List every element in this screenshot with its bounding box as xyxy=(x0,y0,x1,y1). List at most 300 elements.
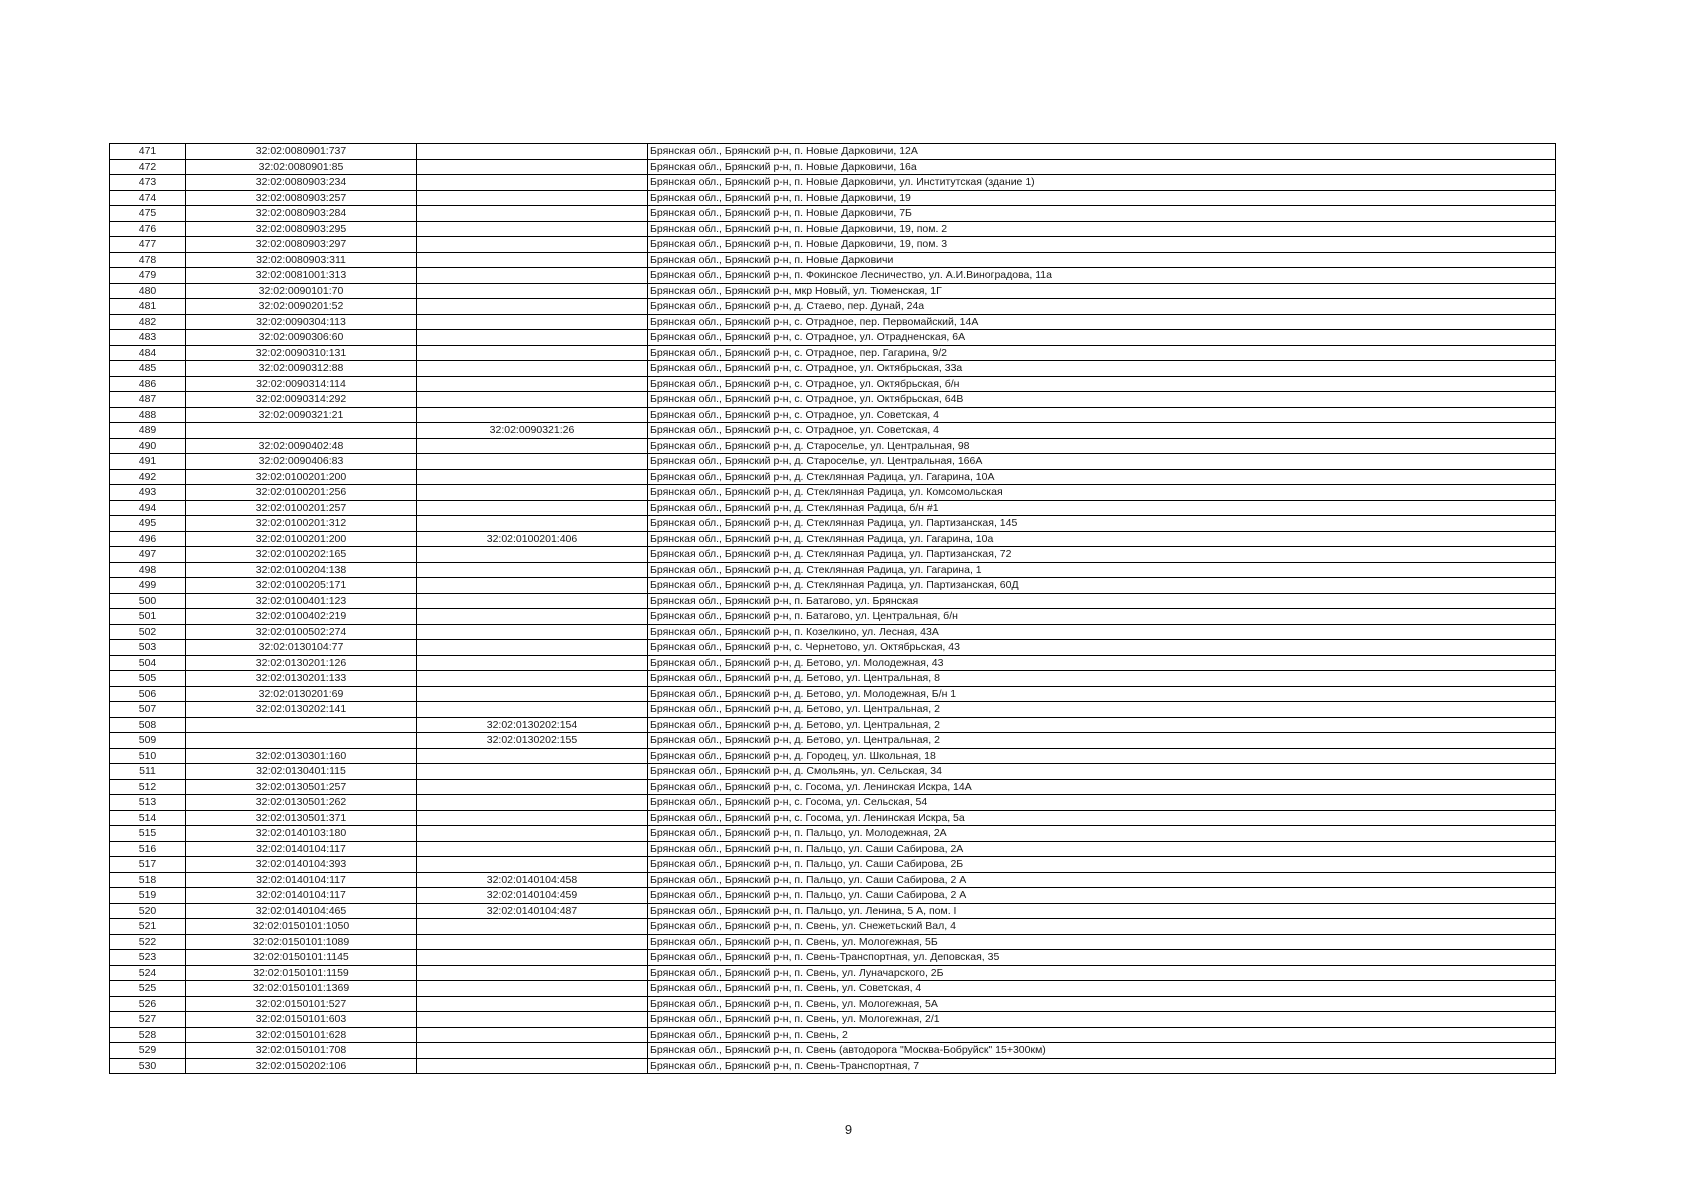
cadastral-number-cell: 32:02:0100204:138 xyxy=(186,562,417,578)
table-row xyxy=(110,299,1556,315)
row-number-cell: 486 xyxy=(110,376,186,392)
row-number-cell: 493 xyxy=(110,485,186,501)
linked-cadastral-number-cell xyxy=(417,206,648,222)
property-table xyxy=(109,143,1556,1074)
linked-cadastral-number-cell xyxy=(417,702,648,718)
row-number-cell: 502 xyxy=(110,624,186,640)
address-cell: Брянская обл., Брянский р-н, д. Стеклянная Радица, ул. Гагарина, 1 xyxy=(648,562,1556,578)
cadastral-number-cell: 32:02:0150101:1145 xyxy=(186,950,417,966)
cadastral-number-cell: 32:02:0100401:123 xyxy=(186,593,417,609)
address-cell: Брянская обл., Брянский р-н, п. Батагово, ул. Брянская xyxy=(648,593,1556,609)
address-cell: Брянская обл., Брянский р-н, д. Стаево, пер. Дунай, 24а xyxy=(648,299,1556,315)
row-number-cell: 475 xyxy=(110,206,186,222)
address-cell: Брянская обл., Брянский р-н, п. Новые Дарковичи xyxy=(648,252,1556,268)
table-row xyxy=(110,950,1556,966)
row-number-cell: 525 xyxy=(110,981,186,997)
linked-cadastral-number-cell xyxy=(417,996,648,1012)
address-cell: Брянская обл., Брянский р-н, д. Бетово, ул. Молодежная, Б/н 1 xyxy=(648,686,1556,702)
linked-cadastral-number-cell xyxy=(417,252,648,268)
cadastral-number-cell: 32:02:0090304:113 xyxy=(186,314,417,330)
linked-cadastral-number-cell xyxy=(417,283,648,299)
linked-cadastral-number-cell xyxy=(417,748,648,764)
cadastral-number-cell: 32:02:0130501:262 xyxy=(186,795,417,811)
cadastral-number-cell xyxy=(186,717,417,733)
cadastral-number-cell: 32:02:0150101:708 xyxy=(186,1043,417,1059)
cadastral-number-cell: 32:02:0080903:234 xyxy=(186,175,417,191)
address-cell: Брянская обл., Брянский р-н, п. Свень (автодорога "Москва-Бобруйск" 15+300км) xyxy=(648,1043,1556,1059)
address-cell: Брянская обл., Брянский р-н, п. Свень, ул. Мологежная, 2/1 xyxy=(648,1012,1556,1028)
row-number-cell: 499 xyxy=(110,578,186,594)
address-cell: Брянская обл., Брянский р-н, с. Госома, ул. Ленинская Искра, 5а xyxy=(648,810,1556,826)
row-number-cell: 513 xyxy=(110,795,186,811)
row-number-cell: 498 xyxy=(110,562,186,578)
row-number-cell: 497 xyxy=(110,547,186,563)
table-row xyxy=(110,221,1556,237)
table-row xyxy=(110,175,1556,191)
cadastral-number-cell: 32:02:0090402:48 xyxy=(186,438,417,454)
cadastral-number-cell: 32:02:0100201:200 xyxy=(186,531,417,547)
table-row xyxy=(110,903,1556,919)
row-number-cell: 481 xyxy=(110,299,186,315)
cadastral-number-cell: 32:02:0130501:257 xyxy=(186,779,417,795)
table-row xyxy=(110,965,1556,981)
address-cell: Брянская обл., Брянский р-н, п. Пальцо, ул. Молодежная, 2А xyxy=(648,826,1556,842)
linked-cadastral-number-cell xyxy=(417,159,648,175)
row-number-cell: 483 xyxy=(110,330,186,346)
table-row xyxy=(110,500,1556,516)
linked-cadastral-number-cell: 32:02:0130202:154 xyxy=(417,717,648,733)
address-cell: Брянская обл., Брянский р-н, д. Стеклянная Радица, ул. Гагарина, 10а xyxy=(648,531,1556,547)
linked-cadastral-number-cell xyxy=(417,268,648,284)
property-table-body xyxy=(110,144,1556,1074)
row-number-cell: 512 xyxy=(110,779,186,795)
row-number-cell: 477 xyxy=(110,237,186,253)
row-number-cell: 478 xyxy=(110,252,186,268)
row-number-cell: 526 xyxy=(110,996,186,1012)
table-row xyxy=(110,934,1556,950)
cadastral-number-cell: 32:02:0100201:256 xyxy=(186,485,417,501)
linked-cadastral-number-cell xyxy=(417,950,648,966)
linked-cadastral-number-cell xyxy=(417,1058,648,1074)
table-row xyxy=(110,206,1556,222)
row-number-cell: 521 xyxy=(110,919,186,935)
address-cell: Брянская обл., Брянский р-н, п. Свень, ул. Советская, 4 xyxy=(648,981,1556,997)
row-number-cell: 495 xyxy=(110,516,186,532)
cadastral-number-cell: 32:02:0081001:313 xyxy=(186,268,417,284)
address-cell: Брянская обл., Брянский р-н, п. Пальцо, ул. Саши Сабирова, 2Б xyxy=(648,857,1556,873)
row-number-cell: 515 xyxy=(110,826,186,842)
linked-cadastral-number-cell xyxy=(417,190,648,206)
row-number-cell: 501 xyxy=(110,609,186,625)
address-cell: Брянская обл., Брянский р-н, д. Стеклянная Радица, ул. Партизанская, 60Д xyxy=(648,578,1556,594)
linked-cadastral-number-cell xyxy=(417,779,648,795)
cadastral-number-cell: 32:02:0150101:1089 xyxy=(186,934,417,950)
linked-cadastral-number-cell xyxy=(417,795,648,811)
address-cell: Брянская обл., Брянский р-н, с. Чернетово, ул. Октябрьская, 43 xyxy=(648,640,1556,656)
row-number-cell: 510 xyxy=(110,748,186,764)
row-number-cell: 505 xyxy=(110,671,186,687)
row-number-cell: 530 xyxy=(110,1058,186,1074)
table-row xyxy=(110,671,1556,687)
linked-cadastral-number-cell xyxy=(417,578,648,594)
cadastral-number-cell: 32:02:0140104:117 xyxy=(186,841,417,857)
address-cell: Брянская обл., Брянский р-н, п. Новые Дарковичи, 16а xyxy=(648,159,1556,175)
address-cell: Брянская обл., Брянский р-н, п. Свень-Транспортная, 7 xyxy=(648,1058,1556,1074)
table-row xyxy=(110,345,1556,361)
row-number-cell: 506 xyxy=(110,686,186,702)
table-row xyxy=(110,702,1556,718)
cadastral-number-cell: 32:02:0130501:371 xyxy=(186,810,417,826)
table-row xyxy=(110,578,1556,594)
address-cell: Брянская обл., Брянский р-н, п. Козелкино, ул. Лесная, 43А xyxy=(648,624,1556,640)
address-cell: Брянская обл., Брянский р-н, с. Госома, ул. Ленинская Искра, 14А xyxy=(648,779,1556,795)
row-number-cell: 500 xyxy=(110,593,186,609)
address-cell: Брянская обл., Брянский р-н, д. Стеклянная Радица, ул. Партизанская, 145 xyxy=(648,516,1556,532)
cadastral-number-cell: 32:02:0150101:527 xyxy=(186,996,417,1012)
table-row xyxy=(110,252,1556,268)
cadastral-number-cell: 32:02:0100502:274 xyxy=(186,624,417,640)
linked-cadastral-number-cell xyxy=(417,593,648,609)
linked-cadastral-number-cell xyxy=(417,624,648,640)
table-row xyxy=(110,733,1556,749)
address-cell: Брянская обл., Брянский р-н, д. Стеклянная Радица, ул. Гагарина, 10А xyxy=(648,469,1556,485)
row-number-cell: 514 xyxy=(110,810,186,826)
cadastral-number-cell: 32:02:0100201:312 xyxy=(186,516,417,532)
row-number-cell: 527 xyxy=(110,1012,186,1028)
row-number-cell: 496 xyxy=(110,531,186,547)
address-cell: Брянская обл., Брянский р-н, с. Отрадное, ул. Октябрьская, 33а xyxy=(648,361,1556,377)
table-row xyxy=(110,888,1556,904)
address-cell: Брянская обл., Брянский р-н, п. Пальцо, ул. Саши Сабирова, 2 А xyxy=(648,888,1556,904)
address-cell: Брянская обл., Брянский р-н, п. Пальцо, ул. Ленина, 5 А, пом. I xyxy=(648,903,1556,919)
table-row xyxy=(110,314,1556,330)
table-row xyxy=(110,268,1556,284)
address-cell: Брянская обл., Брянский р-н, п. Свень, ул. Снежетьский Вал, 4 xyxy=(648,919,1556,935)
table-row xyxy=(110,469,1556,485)
cadastral-number-cell: 32:02:0080903:297 xyxy=(186,237,417,253)
address-cell: Брянская обл., Брянский р-н, п. Новые Дарковичи, ул. Институтская (здание 1) xyxy=(648,175,1556,191)
cadastral-number-cell: 32:02:0090201:52 xyxy=(186,299,417,315)
address-cell: Брянская обл., Брянский р-н, д. Стеклянная Радица, ул. Комсомольская xyxy=(648,485,1556,501)
address-cell: Брянская обл., Брянский р-н, с. Отрадное, ул. Октябрьская, б/н xyxy=(648,376,1556,392)
table-row xyxy=(110,826,1556,842)
address-cell: Брянская обл., Брянский р-н, с. Отрадное, ул. Отрадненская, 6А xyxy=(648,330,1556,346)
table-row xyxy=(110,531,1556,547)
row-number-cell: 479 xyxy=(110,268,186,284)
address-cell: Брянская обл., Брянский р-н, д. Стеклянная Радица, ул. Партизанская, 72 xyxy=(648,547,1556,563)
address-cell: Брянская обл., Брянский р-н, п. Новые Дарковичи, 7Б xyxy=(648,206,1556,222)
address-cell: Брянская обл., Брянский р-н, с. Отрадное, ул. Советская, 4 xyxy=(648,407,1556,423)
linked-cadastral-number-cell xyxy=(417,562,648,578)
table-row xyxy=(110,624,1556,640)
cadastral-number-cell xyxy=(186,423,417,439)
table-row xyxy=(110,438,1556,454)
linked-cadastral-number-cell xyxy=(417,826,648,842)
table-row xyxy=(110,640,1556,656)
linked-cadastral-number-cell xyxy=(417,376,648,392)
row-number-cell: 516 xyxy=(110,841,186,857)
table-row xyxy=(110,392,1556,408)
table-row xyxy=(110,159,1556,175)
address-cell: Брянская обл., Брянский р-н, с. Отрадное, пер. Гагарина, 9/2 xyxy=(648,345,1556,361)
row-number-cell: 517 xyxy=(110,857,186,873)
row-number-cell: 482 xyxy=(110,314,186,330)
row-number-cell: 490 xyxy=(110,438,186,454)
table-row xyxy=(110,609,1556,625)
linked-cadastral-number-cell xyxy=(417,764,648,780)
linked-cadastral-number-cell xyxy=(417,469,648,485)
linked-cadastral-number-cell xyxy=(417,934,648,950)
table-row xyxy=(110,779,1556,795)
linked-cadastral-number-cell xyxy=(417,547,648,563)
cadastral-number-cell: 32:02:0090321:21 xyxy=(186,407,417,423)
cadastral-number-cell: 32:02:0090306:60 xyxy=(186,330,417,346)
cadastral-number-cell: 32:02:0140104:465 xyxy=(186,903,417,919)
cadastral-number-cell: 32:02:0100205:171 xyxy=(186,578,417,594)
row-number-cell: 487 xyxy=(110,392,186,408)
table-row xyxy=(110,547,1556,563)
linked-cadastral-number-cell xyxy=(417,454,648,470)
linked-cadastral-number-cell xyxy=(417,965,648,981)
address-cell: Брянская обл., Брянский р-н, п. Свень, ул. Мологежная, 5Б xyxy=(648,934,1556,950)
row-number-cell: 509 xyxy=(110,733,186,749)
cadastral-number-cell: 32:02:0150101:1050 xyxy=(186,919,417,935)
cadastral-number-cell: 32:02:0080903:295 xyxy=(186,221,417,237)
cadastral-number-cell: 32:02:0100402:219 xyxy=(186,609,417,625)
page-number: 9 xyxy=(844,1122,853,1137)
cadastral-number-cell: 32:02:0140103:180 xyxy=(186,826,417,842)
linked-cadastral-number-cell xyxy=(417,237,648,253)
linked-cadastral-number-cell xyxy=(417,485,648,501)
table-row xyxy=(110,376,1556,392)
linked-cadastral-number-cell xyxy=(417,361,648,377)
row-number-cell: 529 xyxy=(110,1043,186,1059)
cadastral-number-cell xyxy=(186,733,417,749)
cadastral-number-cell: 32:02:0080903:284 xyxy=(186,206,417,222)
cadastral-number-cell: 32:02:0130202:141 xyxy=(186,702,417,718)
table-row xyxy=(110,764,1556,780)
table-row xyxy=(110,423,1556,439)
cadastral-number-cell: 32:02:0090101:70 xyxy=(186,283,417,299)
linked-cadastral-number-cell xyxy=(417,640,648,656)
address-cell: Брянская обл., Брянский р-н, п. Новые Дарковичи, 12А xyxy=(648,144,1556,160)
cadastral-number-cell: 32:02:0100201:200 xyxy=(186,469,417,485)
cadastral-number-cell: 32:02:0130201:69 xyxy=(186,686,417,702)
table-row xyxy=(110,454,1556,470)
linked-cadastral-number-cell xyxy=(417,1012,648,1028)
table-row xyxy=(110,981,1556,997)
address-cell: Брянская обл., Брянский р-н, п. Свень, 2 xyxy=(648,1027,1556,1043)
table-row xyxy=(110,655,1556,671)
cadastral-number-cell: 32:02:0080903:257 xyxy=(186,190,417,206)
cadastral-number-cell: 32:02:0080903:311 xyxy=(186,252,417,268)
linked-cadastral-number-cell xyxy=(417,500,648,516)
linked-cadastral-number-cell xyxy=(417,981,648,997)
linked-cadastral-number-cell xyxy=(417,314,648,330)
address-cell: Брянская обл., Брянский р-н, д. Бетово, ул. Центральная, 8 xyxy=(648,671,1556,687)
linked-cadastral-number-cell: 32:02:0140104:458 xyxy=(417,872,648,888)
table-row xyxy=(110,516,1556,532)
address-cell: Брянская обл., Брянский р-н, п. Новые Дарковичи, 19, пом. 3 xyxy=(648,237,1556,253)
table-row xyxy=(110,686,1556,702)
address-cell: Брянская обл., Брянский р-н, д. Бетово, ул. Центральная, 2 xyxy=(648,702,1556,718)
table-row xyxy=(110,237,1556,253)
linked-cadastral-number-cell xyxy=(417,175,648,191)
cadastral-number-cell: 32:02:0130401:115 xyxy=(186,764,417,780)
address-cell: Брянская обл., Брянский р-н, п. Фокинское Лесничество, ул. А.И.Виноградова, 11а xyxy=(648,268,1556,284)
cadastral-number-cell: 32:02:0140104:117 xyxy=(186,888,417,904)
row-number-cell: 471 xyxy=(110,144,186,160)
address-cell: Брянская обл., Брянский р-н, п. Батагово, ул. Центральная, б/н xyxy=(648,609,1556,625)
row-number-cell: 507 xyxy=(110,702,186,718)
linked-cadastral-number-cell xyxy=(417,407,648,423)
cadastral-number-cell: 32:02:0080901:85 xyxy=(186,159,417,175)
row-number-cell: 485 xyxy=(110,361,186,377)
row-number-cell: 484 xyxy=(110,345,186,361)
address-cell: Брянская обл., Брянский р-н, п. Пальцо, ул. Саши Сабирова, 2 А xyxy=(648,872,1556,888)
table-row xyxy=(110,1058,1556,1074)
address-cell: Брянская обл., Брянский р-н, д. Смольянь, ул. Сельская, 34 xyxy=(648,764,1556,780)
row-number-cell: 524 xyxy=(110,965,186,981)
table-row xyxy=(110,717,1556,733)
address-cell: Брянская обл., Брянский р-н, п. Свень, ул. Луначарского, 2Б xyxy=(648,965,1556,981)
cadastral-number-cell: 32:02:0130301:160 xyxy=(186,748,417,764)
linked-cadastral-number-cell xyxy=(417,345,648,361)
cadastral-number-cell: 32:02:0130104:77 xyxy=(186,640,417,656)
address-cell: Брянская обл., Брянский р-н, д. Бетово, ул. Центральная, 2 xyxy=(648,733,1556,749)
table-row xyxy=(110,857,1556,873)
address-cell: Брянская обл., Брянский р-н, д. Стеклянная Радица, б/н #1 xyxy=(648,500,1556,516)
row-number-cell: 519 xyxy=(110,888,186,904)
address-cell: Брянская обл., Брянский р-н, д. Староселье, ул. Центральная, 98 xyxy=(648,438,1556,454)
linked-cadastral-number-cell xyxy=(417,392,648,408)
cadastral-number-cell: 32:02:0150101:628 xyxy=(186,1027,417,1043)
address-cell: Брянская обл., Брянский р-н, п. Свень, ул. Мологежная, 5А xyxy=(648,996,1556,1012)
cadastral-number-cell: 32:02:0090314:114 xyxy=(186,376,417,392)
row-number-cell: 473 xyxy=(110,175,186,191)
cadastral-number-cell: 32:02:0150101:1159 xyxy=(186,965,417,981)
linked-cadastral-number-cell xyxy=(417,671,648,687)
cadastral-number-cell: 32:02:0100201:257 xyxy=(186,500,417,516)
table-row xyxy=(110,330,1556,346)
linked-cadastral-number-cell xyxy=(417,919,648,935)
row-number-cell: 504 xyxy=(110,655,186,671)
row-number-cell: 476 xyxy=(110,221,186,237)
linked-cadastral-number-cell xyxy=(417,438,648,454)
table-row xyxy=(110,593,1556,609)
table-row xyxy=(110,919,1556,935)
row-number-cell: 520 xyxy=(110,903,186,919)
linked-cadastral-number-cell: 32:02:0140104:487 xyxy=(417,903,648,919)
linked-cadastral-number-cell xyxy=(417,299,648,315)
address-cell: Брянская обл., Брянский р-н, д. Бетово, ул. Центральная, 2 xyxy=(648,717,1556,733)
cadastral-number-cell: 32:02:0150101:603 xyxy=(186,1012,417,1028)
table-row xyxy=(110,190,1556,206)
table-row xyxy=(110,872,1556,888)
cadastral-number-cell: 32:02:0080901:737 xyxy=(186,144,417,160)
address-cell: Брянская обл., Брянский р-н, с. Отрадное, ул. Октябрьская, 64В xyxy=(648,392,1556,408)
linked-cadastral-number-cell: 32:02:0090321:26 xyxy=(417,423,648,439)
linked-cadastral-number-cell: 32:02:0130202:155 xyxy=(417,733,648,749)
address-cell: Брянская обл., Брянский р-н, мкр Новый, ул. Тюменская, 1Г xyxy=(648,283,1556,299)
row-number-cell: 528 xyxy=(110,1027,186,1043)
row-number-cell: 489 xyxy=(110,423,186,439)
cadastral-number-cell: 32:02:0090314:292 xyxy=(186,392,417,408)
table-row xyxy=(110,1012,1556,1028)
row-number-cell: 522 xyxy=(110,934,186,950)
cadastral-number-cell: 32:02:0100202:165 xyxy=(186,547,417,563)
row-number-cell: 488 xyxy=(110,407,186,423)
linked-cadastral-number-cell xyxy=(417,221,648,237)
cadastral-number-cell: 32:02:0140104:117 xyxy=(186,872,417,888)
address-cell: Брянская обл., Брянский р-н, с. Отрадное, пер. Первомайский, 14А xyxy=(648,314,1556,330)
linked-cadastral-number-cell: 32:02:0140104:459 xyxy=(417,888,648,904)
table-row xyxy=(110,144,1556,160)
linked-cadastral-number-cell xyxy=(417,857,648,873)
row-number-cell: 474 xyxy=(110,190,186,206)
address-cell: Брянская обл., Брянский р-н, п. Новые Дарковичи, 19, пом. 2 xyxy=(648,221,1556,237)
row-number-cell: 494 xyxy=(110,500,186,516)
address-cell: Брянская обл., Брянский р-н, д. Бетово, ул. Молодежная, 43 xyxy=(648,655,1556,671)
cadastral-number-cell: 32:02:0130201:133 xyxy=(186,671,417,687)
table-row xyxy=(110,407,1556,423)
row-number-cell: 511 xyxy=(110,764,186,780)
cadastral-number-cell: 32:02:0090310:131 xyxy=(186,345,417,361)
row-number-cell: 518 xyxy=(110,872,186,888)
address-cell: Брянская обл., Брянский р-н, п. Пальцо, ул. Саши Сабирова, 2А xyxy=(648,841,1556,857)
row-number-cell: 491 xyxy=(110,454,186,470)
row-number-cell: 503 xyxy=(110,640,186,656)
cadastral-number-cell: 32:02:0140104:393 xyxy=(186,857,417,873)
address-cell: Брянская обл., Брянский р-н, д. Староселье, ул. Центральная, 166А xyxy=(648,454,1556,470)
linked-cadastral-number-cell: 32:02:0100201:406 xyxy=(417,531,648,547)
linked-cadastral-number-cell xyxy=(417,655,648,671)
table-row xyxy=(110,1043,1556,1059)
linked-cadastral-number-cell xyxy=(417,841,648,857)
address-cell: Брянская обл., Брянский р-н, с. Госома, ул. Сельская, 54 xyxy=(648,795,1556,811)
table-row xyxy=(110,485,1556,501)
cadastral-number-cell: 32:02:0090312:88 xyxy=(186,361,417,377)
cadastral-number-cell: 32:02:0090406:83 xyxy=(186,454,417,470)
cadastral-number-cell: 32:02:0150101:1369 xyxy=(186,981,417,997)
table-row xyxy=(110,283,1556,299)
table-row xyxy=(110,748,1556,764)
linked-cadastral-number-cell xyxy=(417,330,648,346)
linked-cadastral-number-cell xyxy=(417,686,648,702)
table-row xyxy=(110,810,1556,826)
row-number-cell: 508 xyxy=(110,717,186,733)
address-cell: Брянская обл., Брянский р-н, д. Городец, ул. Школьная, 18 xyxy=(648,748,1556,764)
linked-cadastral-number-cell xyxy=(417,810,648,826)
linked-cadastral-number-cell xyxy=(417,1043,648,1059)
linked-cadastral-number-cell xyxy=(417,516,648,532)
row-number-cell: 480 xyxy=(110,283,186,299)
cadastral-number-cell: 32:02:0130201:126 xyxy=(186,655,417,671)
row-number-cell: 472 xyxy=(110,159,186,175)
linked-cadastral-number-cell xyxy=(417,609,648,625)
table-row xyxy=(110,996,1556,1012)
address-cell: Брянская обл., Брянский р-н, п. Новые Дарковичи, 19 xyxy=(648,190,1556,206)
table-row xyxy=(110,841,1556,857)
table-row xyxy=(110,562,1556,578)
linked-cadastral-number-cell xyxy=(417,1027,648,1043)
table-row xyxy=(110,361,1556,377)
row-number-cell: 492 xyxy=(110,469,186,485)
address-cell: Брянская обл., Брянский р-н, с. Отрадное, ул. Советская, 4 xyxy=(648,423,1556,439)
linked-cadastral-number-cell xyxy=(417,144,648,160)
row-number-cell: 523 xyxy=(110,950,186,966)
table-row xyxy=(110,795,1556,811)
